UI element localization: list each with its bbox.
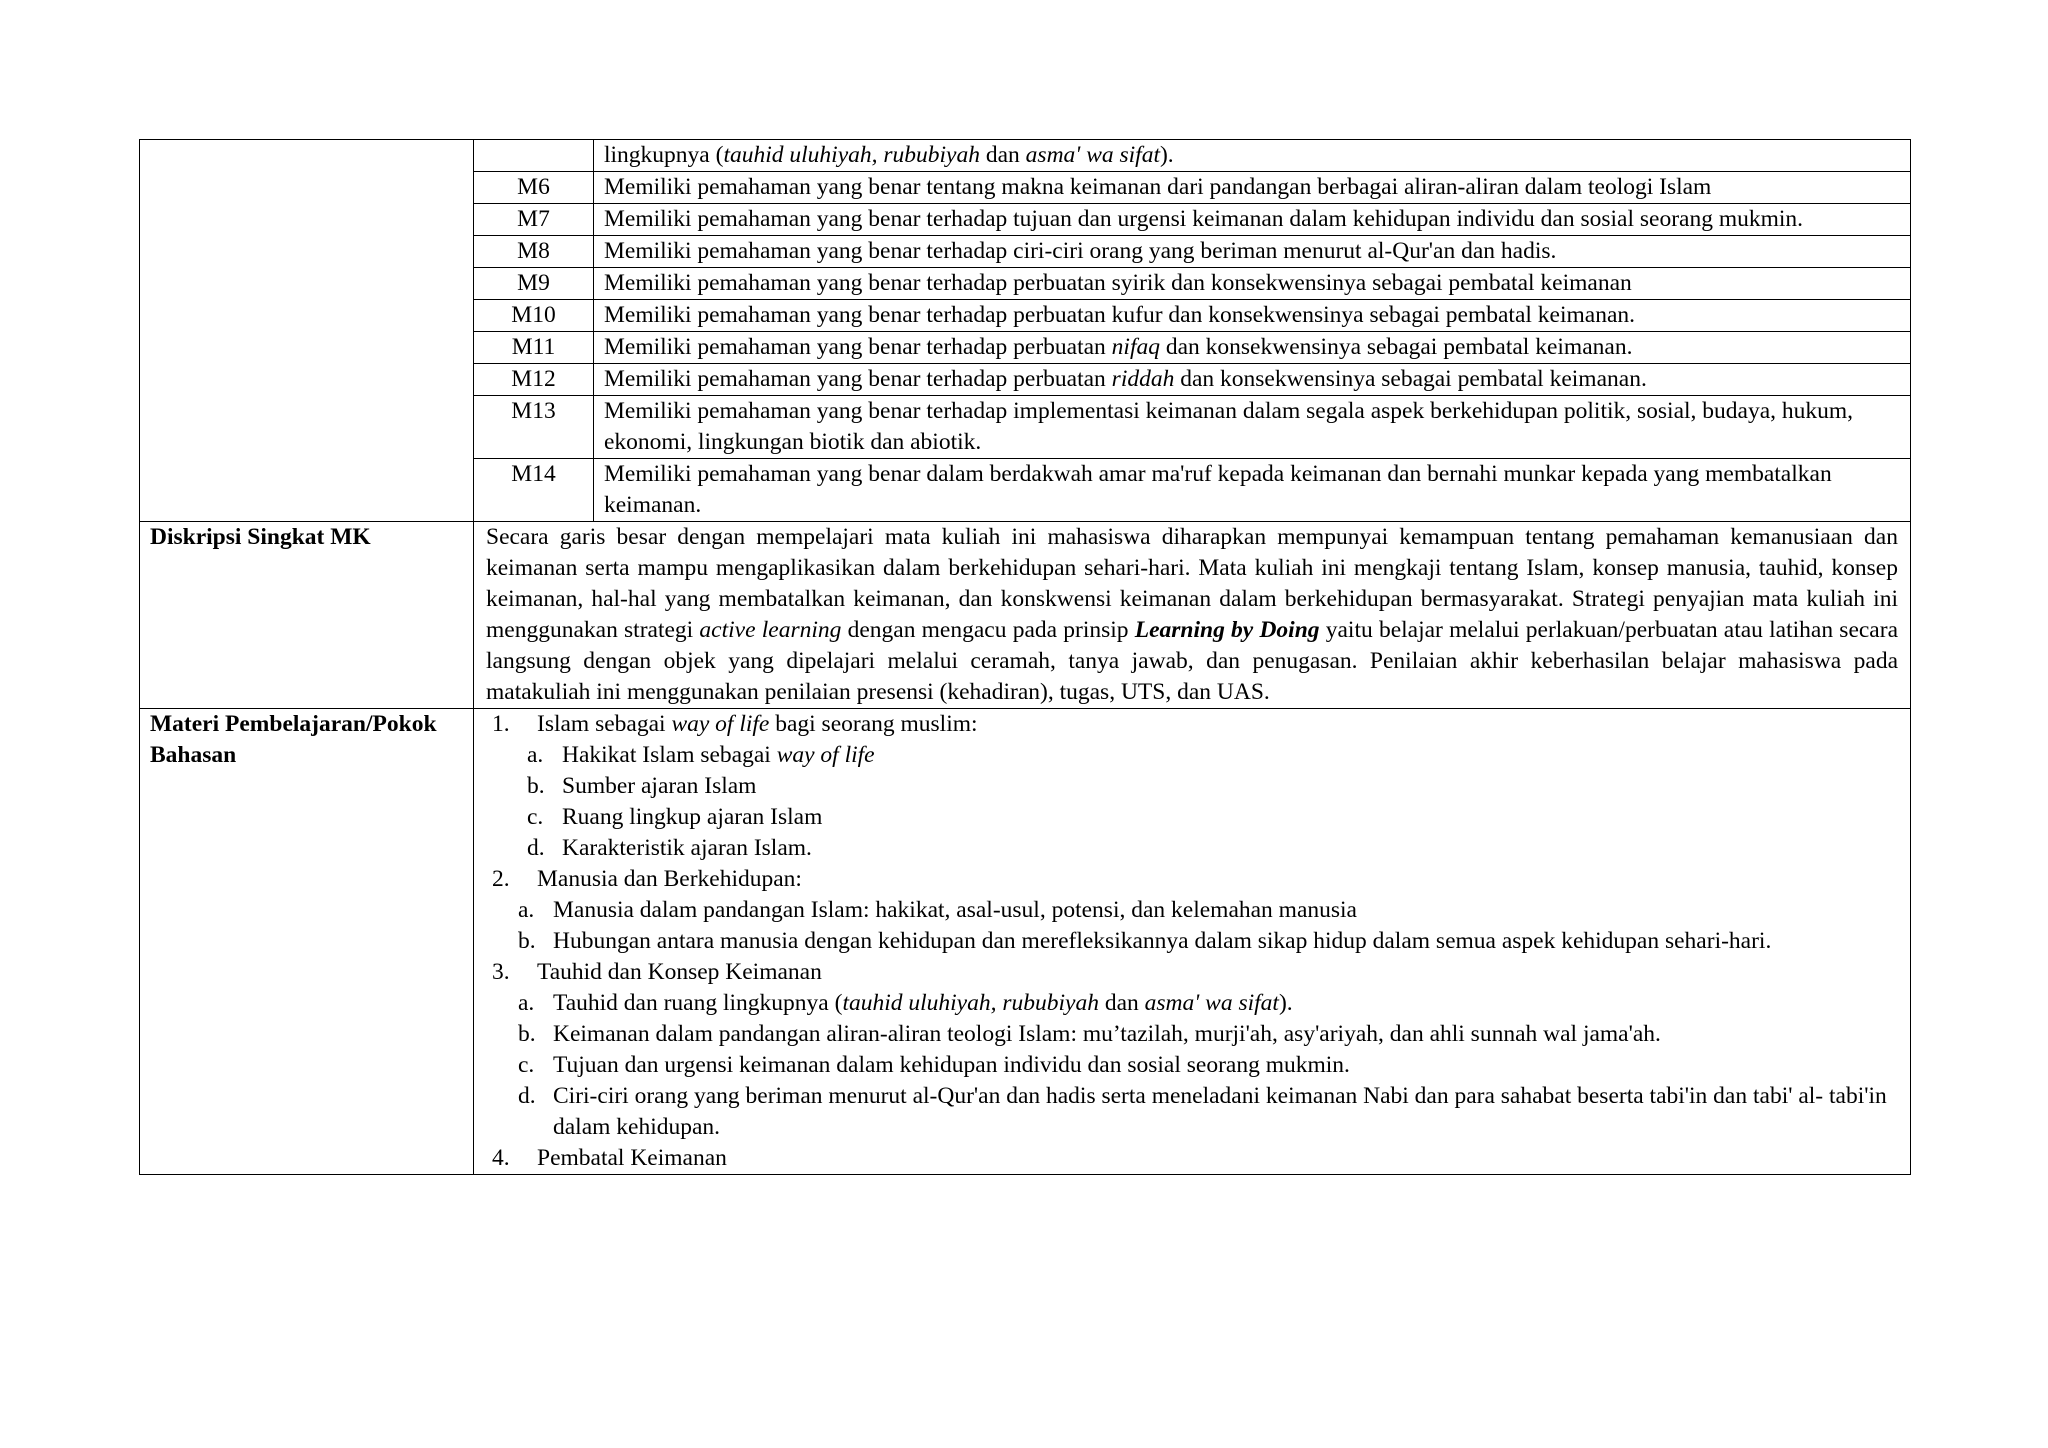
subtopic-item: b. Hubungan antara manusia dengan kehidupan dan merefleksikannya dalam sikap hidup dalam semua aspek kehidupan sehari-hari. <box>518 928 1772 954</box>
description-text: Secara garis besar dengan mempelajari mata kuliah ini mahasiswa diharapkan mempunyai kemampuan tentang pemahaman kemanusiaan dan keimanan serta mampu mengaplikasikan dalam berkehidupan sehari-hari. Mata kuliah ini mengkaji tentang Islam, konsep manusia, tauhid, konsep keimanan, hal-hal yang membatalkan keimanan, dan konskwensi keimanan dalam berkehidupan bermasyarakat. Strategi penyajian mata kuliah ini menggunakan strategi active learning dengan mengacu pada prinsip Learning by Doing yaitu belajar melalui perlakuan/perbuatan atau latihan secara langsung dengan objek yang dipelajari melalui ceramah, tanya jawab, dan penugasan. Penilaian akhir keberhasilan belajar mahasiswa pada matakuliah ini menggunakan penilaian presensi (kehadiran), tugas, UTS, dan UAS. <box>474 522 1911 709</box>
objective-text: Memiliki pemahaman yang benar terhadap ciri-ciri orang yang beriman menurut al-Qur'an dan hadis. <box>594 236 1911 268</box>
objective-code: M8 <box>474 236 594 268</box>
subtopic-item: d. Karakteristik ajaran Islam. <box>527 835 812 861</box>
subtopic-item: c. Tujuan dan urgensi keimanan dalam kehidupan individu dan sosial seorang mukmin. <box>518 1052 1350 1078</box>
objective-code: M14 <box>474 459 594 522</box>
syllabus-table <box>139 139 1911 1175</box>
objectives-cell <box>474 140 1911 522</box>
objective-row <box>474 204 1910 236</box>
objective-code <box>474 140 594 172</box>
topic-title: Islam sebagai way of life bagi seorang muslim: <box>537 711 978 737</box>
topic-item: 3. Tauhid dan Konsep Keimanan <box>492 957 1898 988</box>
subtopic-item: d. Ciri-ciri orang yang beriman menurut al-Qur'an dan hadis serta meneladani keimanan Nabi dan para sahabat beserta tabi'in dan tabi' al- tabi'in dalam kehidupan. <box>518 1083 1887 1140</box>
objective-text: Memiliki pemahaman yang benar terhadap implementasi keimanan dalam segala aspek berkehidupan politik, sosial, budaya, hukum, ekonomi, lingkungan biotik dan abiotik. <box>594 396 1911 459</box>
objective-row <box>474 332 1910 364</box>
objective-text: Memiliki pemahaman yang benar terhadap perbuatan kufur dan konsekwensinya sebagai pembatal keimanan. <box>594 300 1911 332</box>
objective-row <box>474 459 1910 522</box>
objective-row <box>474 268 1910 300</box>
objective-text: Memiliki pemahaman yang benar dalam berdakwah amar ma'ruf kepada keimanan dan bernahi munkar kepada yang membatalkan keimanan. <box>604 461 1832 518</box>
objective-code: M9 <box>474 268 594 300</box>
topic-title: Manusia dan Berkehidupan: <box>537 866 802 892</box>
subtopic-item: a. Tauhid dan ruang lingkupnya (tauhid uluhiyah, rububiyah dan asma' wa sifat). <box>518 990 1293 1016</box>
subtopic-item: a. Hakikat Islam sebagai way of life <box>527 742 875 768</box>
objective-code: M12 <box>474 364 594 396</box>
objective-code: M6 <box>474 172 594 204</box>
objective-text: Memiliki pemahaman yang benar terhadap perbuatan syirik dan konsekwensinya sebagai pembatal keimanan <box>594 268 1911 300</box>
subtopic-item: a. Manusia dalam pandangan Islam: hakikat, asal-usul, potensi, dan kelemahan manusia <box>518 897 1357 923</box>
topic-item: 4. Pembatal Keimanan <box>492 1143 1898 1174</box>
description-row <box>140 522 1911 709</box>
objective-text: Memiliki pemahaman yang benar terhadap tujuan dan urgensi keimanan dalam kehidupan individu dan sosial seorang mukmin. <box>594 204 1911 236</box>
objective-row <box>474 364 1910 396</box>
topic-item: 1. Islam sebagai way of life bagi seorang muslim: <box>492 709 1898 740</box>
objective-text: Memiliki pemahaman yang benar terhadap perbuatan riddah dan konsekwensinya sebagai pembatal keimanan. <box>594 364 1911 396</box>
objectives-row <box>140 140 1911 522</box>
subtopic-item: b. Sumber ajaran Islam <box>527 773 757 799</box>
objective-row <box>474 236 1910 268</box>
description-label: Diskripsi Singkat MK <box>140 522 474 709</box>
topic-item: 2. Manusia dan Berkehidupan: <box>492 864 1898 895</box>
objective-text: Memiliki pemahaman yang benar terhadap perbuatan nifaq dan konsekwensinya sebagai pembatal keimanan. <box>594 332 1911 364</box>
topic-title: Pembatal Keimanan <box>537 1145 727 1171</box>
objective-code: M10 <box>474 300 594 332</box>
materi-row <box>140 709 1911 1175</box>
subtopic-item: b. Keimanan dalam pandangan aliran-aliran teologi Islam: mu’tazilah, murji'ah, asy'ariyah, dan ahli sunnah wal jama'ah. <box>518 1021 1661 1047</box>
objective-code: M7 <box>474 204 594 236</box>
materi-content <box>474 709 1911 1175</box>
objective-row <box>474 300 1910 332</box>
objective-text: lingkupnya (tauhid uluhiyah, rububiyah dan asma' wa sifat). <box>594 140 1911 172</box>
topic-title: Tauhid dan Konsep Keimanan <box>537 959 822 985</box>
objectives-label-cell <box>140 140 474 522</box>
objective-row <box>474 396 1910 459</box>
objective-code: M13 <box>474 396 594 459</box>
subtopic-item: c. Ruang lingkup ajaran Islam <box>527 804 823 830</box>
objectives-table <box>474 140 1910 521</box>
objective-code: M11 <box>474 332 594 364</box>
materi-label: Materi Pembelajaran/Pokok Bahasan <box>140 709 474 1175</box>
objective-text: Memiliki pemahaman yang benar tentang makna keimanan dari pandangan berbagai aliran-aliran dalam teologi Islam <box>594 172 1911 204</box>
objective-row <box>474 172 1910 204</box>
objective-row <box>474 140 1910 172</box>
